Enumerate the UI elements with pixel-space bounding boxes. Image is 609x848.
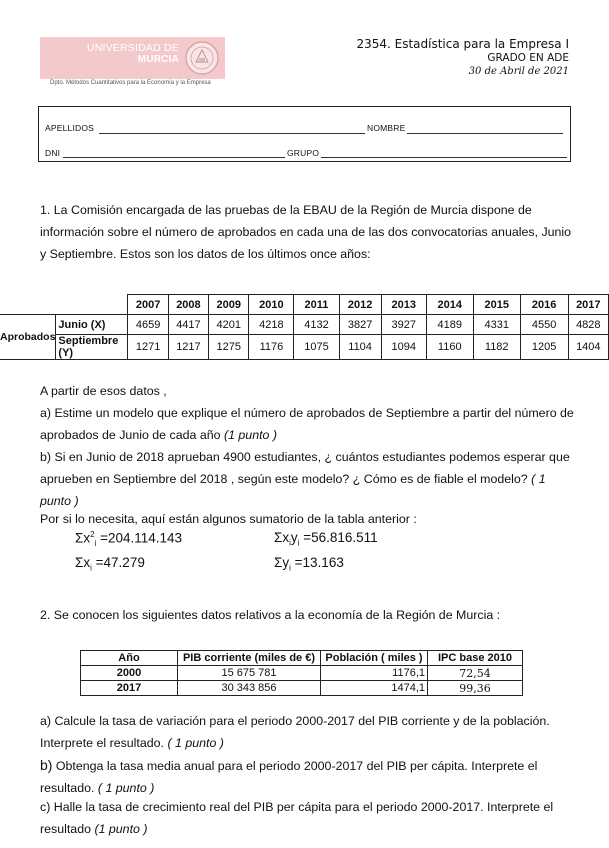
exam-date: 30 de Abril de 2021 (468, 66, 569, 77)
student-info-box (38, 106, 571, 162)
year-cell: 2014 (426, 295, 473, 315)
col-header: IPC base 2010 (428, 651, 523, 666)
year-cell: 2016 (520, 295, 568, 315)
sept-cell: 1160 (426, 335, 473, 360)
ipc-cell: 72,54 (428, 666, 523, 681)
year-cell: 2008 (168, 295, 208, 315)
q1-intro: 1. La Comisión encargada de las pruebas de la EBAU de la Región de Murcia dispone de información sobre el número de aprobados en cada una de las dos convocatorias anuales, Junio y Septiembre. Estos son los datos de los últimos once años: (40, 203, 572, 261)
economy-header-row (81, 651, 523, 666)
septiembre-label: Septiembre (Y) (56, 335, 128, 360)
nombre-label: NOMBRE (367, 123, 406, 133)
apellidos-label: APELLIDOS (45, 123, 95, 133)
junio-cell: 4218 (249, 315, 294, 335)
pib-cell: 30 343 856 (178, 681, 321, 696)
economy-row (81, 666, 523, 681)
col-header: PIB corriente (miles de €) (178, 651, 321, 666)
junio-row (0, 315, 609, 335)
q2-part-b: b) Obtenga la tasa media anual para el periodo 2000-2017 del PIB per cápita. Interprete el resultado. ( 1 punto ) (40, 757, 538, 795)
year-header-row (0, 295, 609, 315)
junio-cell: 4201 (209, 315, 249, 335)
year-cell: 2017 (81, 681, 178, 696)
economy-row (81, 681, 523, 696)
q2-b-points: ( 1 punto ) (97, 781, 155, 795)
sept-cell: 1176 (249, 335, 294, 360)
sept-cell: 1275 (209, 335, 249, 360)
q1-part-b: b) Si en Junio de 2018 aprueban 4900 estudiantes, ¿ cuántos estudiantes podemos esperar que aprueben en Septiembre del 2018 , según este modelo? ¿ Cómo es de fiable el modelo? ( 1 punto ) (40, 450, 570, 508)
junio-cell: 4550 (520, 315, 568, 335)
q1-lead: A partir de esos datos , (40, 384, 167, 398)
col-header: Población ( miles ) (321, 651, 428, 666)
year-cell: 2015 (473, 295, 520, 315)
q2-intro: 2. Se conocen los siguientes datos relativos a la economía de la Región de Murcia : (40, 608, 501, 622)
septiembre-row (0, 335, 609, 360)
junio-cell: 4331 (473, 315, 520, 335)
year-cell: 2017 (568, 295, 608, 315)
junio-cell: 4659 (128, 315, 168, 335)
sept-cell: 1182 (473, 335, 520, 360)
sept-cell: 1075 (294, 335, 339, 360)
economy-table (80, 650, 523, 696)
sums-intro: Por si lo necesita, aquí están algunos sumatorio de la tabla anterior : (40, 512, 417, 526)
year-cell: 2007 (128, 295, 168, 315)
university-name-line1: UNIVERSIDAD DE (86, 42, 179, 54)
year-cell: 2011 (294, 295, 339, 315)
sept-cell: 1404 (568, 335, 608, 360)
q2-part-c: c) Halle la tasa de crecimiento real del PIB per cápita para el periodo 2000-2017. Interprete el resultado (1 punto ) (40, 800, 554, 836)
university-name-line2: MURCIA (137, 54, 179, 65)
sept-cell: 1271 (128, 335, 168, 360)
year-cell: 2013 (381, 295, 426, 315)
ipc-cell: 99,36 (428, 681, 523, 696)
junio-cell: 4417 (168, 315, 208, 335)
sum-x: $\Sigma x_i =47.279$ (75, 555, 145, 573)
q2-part-a: a) Calcule la tasa de variación para el periodo 2000-2017 del PIB corriente y de la población. Interprete el resultado. ( 1 punto ) (40, 714, 550, 750)
q2-a-points: ( 1 punto ) (167, 736, 224, 750)
university-logo (40, 37, 225, 79)
aprobados-label: Aprobados (0, 315, 56, 360)
degree-title: GRADO EN ADE (487, 52, 569, 64)
year-cell: 2000 (81, 666, 178, 681)
year-cell: 2010 (249, 295, 294, 315)
pib-cell: 15 675 781 (178, 666, 321, 681)
sept-cell: 1205 (520, 335, 568, 360)
nombre-field[interactable] (407, 133, 563, 134)
sept-cell: 1094 (381, 335, 426, 360)
university-seal-icon (184, 40, 220, 76)
junio-cell: 4189 (426, 315, 473, 335)
junio-cell: 3927 (381, 315, 426, 335)
sum-xy: $\Sigma x_iy_i =56.816.511$ (274, 530, 378, 548)
sept-cell: 1104 (339, 335, 381, 360)
dni-field[interactable] (63, 157, 285, 158)
grupo-label: GRUPO (287, 148, 320, 158)
junio-label: Junio (X) (56, 315, 128, 335)
course-title: 2354. Estadística para la Empresa I (356, 37, 569, 51)
dni-label: DNI (45, 148, 61, 158)
junio-cell: 4132 (294, 315, 339, 335)
year-cell: 2009 (209, 295, 249, 315)
col-header: Año (81, 651, 178, 666)
sum-y: $\Sigma y_i =13.163$ (274, 555, 344, 573)
q1-part-a: a) Estime un modelo que explique el número de aprobados de Septiembre a partir del número de aprobados de Junio de cada año (1 punto ) (40, 406, 574, 442)
q2-c-points: (1 punto ) (94, 822, 148, 836)
year-cell: 2012 (339, 295, 381, 315)
poblacion-cell: 1176,1 (321, 666, 428, 681)
apellidos-field[interactable] (99, 133, 365, 134)
q1-b-points: ( 1 punto ) (40, 472, 546, 508)
junio-cell: 4828 (568, 315, 608, 335)
sept-cell: 1217 (168, 335, 208, 360)
approvals-table (0, 294, 609, 360)
q1-a-points: (1 punto ) (223, 428, 277, 442)
sum-x2: $\Sigma x^2_i =204.114.143$ (75, 530, 183, 549)
department-name: Dpto. Métodos Cuantitativos para la Economía y la Empresa (50, 80, 211, 86)
poblacion-cell: 1474,1 (321, 681, 428, 696)
grupo-field[interactable] (321, 157, 567, 158)
junio-cell: 3827 (339, 315, 381, 335)
